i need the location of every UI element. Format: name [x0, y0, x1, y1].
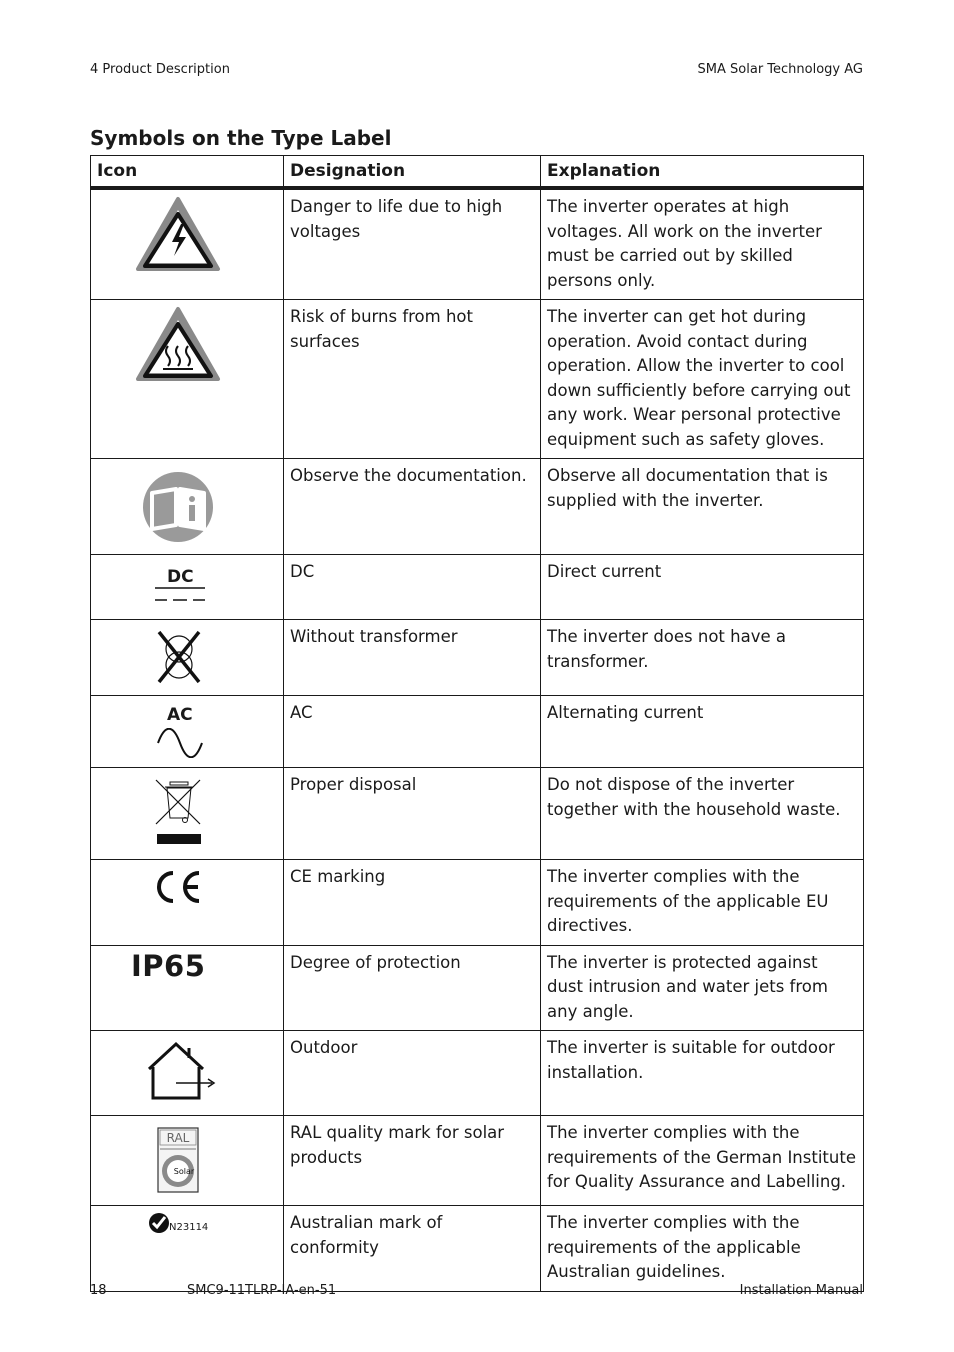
table-header-row: [91, 156, 864, 189]
icon-cell: [91, 860, 284, 946]
page-number: 18: [90, 1283, 107, 1298]
table-row: [91, 768, 864, 860]
rcm-conformity-icon: [148, 1212, 170, 1234]
designation-cell: Observe the documentation.: [284, 459, 541, 555]
table-row: [91, 860, 864, 946]
explanation-cell: The inverter operates at high voltages. All work on the inverter must be carried out by skilled persons only.: [541, 188, 864, 300]
explanation-cell: The inverter is protected against dust intrusion and water jets from any angle.: [541, 945, 864, 1031]
explanation-cell: The inverter can get hot during operation. Avoid contact during operation. Allow the inverter to cool down sufficiently before carrying out any work. Wear personal protective equipment such as safety gloves.: [541, 300, 864, 459]
icon-cell: [91, 620, 284, 696]
icon-cell: [91, 1116, 284, 1206]
explanation-cell: Alternating current: [541, 696, 864, 768]
icon-cell: [91, 1206, 284, 1292]
column-header-icon: Icon: [91, 156, 284, 189]
explanation-cell: Direct current: [541, 555, 864, 620]
document-id: SMC9-11TLRP-IA-en-51: [187, 1283, 337, 1298]
icon-cell: [91, 459, 284, 555]
designation-cell: Australian mark of conformity: [284, 1206, 541, 1292]
table-row: [91, 696, 864, 768]
hot-surface-warning-icon: [135, 306, 221, 382]
explanation-cell: The inverter does not have a transformer.: [541, 620, 864, 696]
dc-icon: [153, 586, 207, 604]
designation-cell: Degree of protection: [284, 945, 541, 1031]
table-row: [91, 188, 864, 300]
table-row: [91, 459, 864, 555]
observe-documentation-icon: [142, 471, 214, 543]
running-header-company: SMA Solar Technology AG: [697, 62, 863, 77]
weee-disposal-icon: [154, 776, 204, 848]
ac-icon: [155, 728, 205, 758]
table-row: [91, 1116, 864, 1206]
without-transformer-icon: [155, 629, 203, 685]
table-row: [91, 620, 864, 696]
icon-cell: [91, 945, 284, 1031]
ac-icon-label: AC: [167, 705, 193, 725]
designation-cell: DC: [284, 555, 541, 620]
explanation-cell: The inverter complies with the requirements of the applicable Australian guidelines.: [541, 1206, 864, 1292]
ral-quality-mark-icon: [157, 1127, 199, 1193]
table-row: [91, 945, 864, 1031]
symbols-table: [90, 155, 864, 1292]
table-row: [91, 555, 864, 620]
designation-cell: RAL quality mark for solar products: [284, 1116, 541, 1206]
designation-cell: Danger to life due to high voltages: [284, 188, 541, 300]
designation-cell: Risk of burns from hot surfaces: [284, 300, 541, 459]
designation-cell: Proper disposal: [284, 768, 541, 860]
designation-cell: Without transformer: [284, 620, 541, 696]
section-title: Symbols on the Type Label: [90, 126, 392, 150]
ce-marking-icon: [153, 870, 203, 904]
designation-cell: CE marking: [284, 860, 541, 946]
explanation-cell: The inverter complies with the requirements of the German Institute for Quality Assurance and Labelling.: [541, 1116, 864, 1206]
table-row: [91, 1206, 864, 1292]
icon-cell: [91, 768, 284, 860]
explanation-cell: The inverter complies with the requirements of the applicable EU directives.: [541, 860, 864, 946]
column-header-explanation: Explanation: [541, 156, 864, 189]
running-header-section: 4 Product Description: [90, 62, 230, 77]
outdoor-icon: [144, 1041, 218, 1101]
designation-cell: Outdoor: [284, 1031, 541, 1116]
table-row: [91, 300, 864, 459]
dc-icon-label: DC: [167, 567, 194, 587]
explanation-cell: Do not dispose of the inverter together with the household waste.: [541, 768, 864, 860]
icon-cell: [91, 300, 284, 459]
svg-text:RAL: RAL: [166, 1131, 190, 1145]
explanation-cell: The inverter is suitable for outdoor installation.: [541, 1031, 864, 1116]
svg-text:Solar: Solar: [173, 1167, 195, 1176]
high-voltage-warning-icon: [135, 196, 221, 272]
rcm-code-label: N23114: [169, 1222, 209, 1233]
icon-cell: [91, 188, 284, 300]
icon-cell: [91, 555, 284, 620]
explanation-cell: Observe all documentation that is supplied with the inverter.: [541, 459, 864, 555]
icon-cell: [91, 1031, 284, 1116]
column-header-designation: Designation: [284, 156, 541, 189]
icon-cell: [91, 696, 284, 768]
designation-cell: AC: [284, 696, 541, 768]
table-row: [91, 1031, 864, 1116]
document-title: Installation Manual: [739, 1283, 863, 1298]
ip65-icon: IP65: [131, 948, 206, 983]
